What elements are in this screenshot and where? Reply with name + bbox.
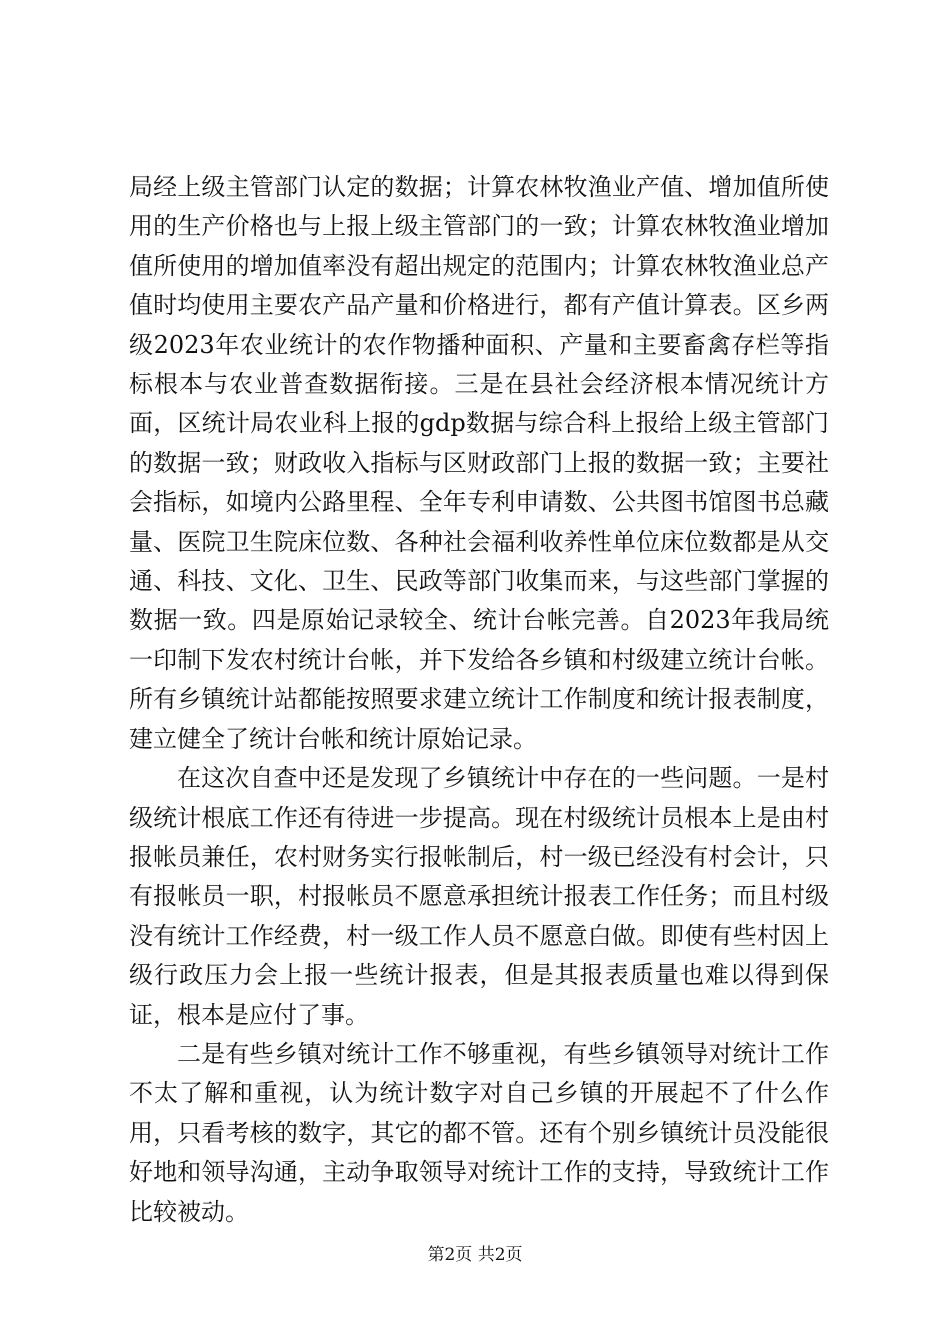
paragraph-2: 在这次自查中还是发现了乡镇统计中存在的一些问题。一是村级统计根底工作还有待进一步提高。现在村级统计员根本上是由村报帐员兼任，农村财务实行报帐制后，村一级已经没有村会计，只有报帐员一职，村报帐员不愿意承担统计报表工作任务；而且村级没有统计工作经费，村一级工作人员不愿意白做。即使有些村因上级行政压力会上报一些统计报表，但是其报表质量也难以得到保证，根本是应付了事。 bbox=[129, 764, 829, 1029]
document-body bbox=[129, 168, 829, 1232]
paragraph-1: 局经上级主管部门认定的数据；计算农林牧渔业产值、增加值所使用的生产价格也与上报上级主管部门的一致；计算农林牧渔业增加值所使用的增加值率没有超出规定的范围内；计算农林牧渔业总产值时均使用主要农产品产量和价格进行，都有产值计算表。区乡两级2023年农业统计的农作物播种面积、产量和主要畜禽存栏等指标根本与农业普查数据衔接。三是在县社会经济根本情况统计方面，区统计局农业科上报的gdp数据与综合科上报给上级主管部门的数据一致；财政收入指标与区财政部门上报的数据一致；主要社会指标，如境内公路里程、全年专利申请数、公共图书馆图书总藏量、医院卫生院床位数、各种社会福利收养性单位床位数都是从交通、科技、文化、卫生、民政等部门收集而来，与这些部门掌握的数据一致。四是原始记录较全、统计台帐完善。自2023年我局统一印制下发农村统计台帐，并下发给各乡镇和村级建立统计台帐。所有乡镇统计站都能按照要求建立统计工作制度和统计报表制度，建立健全了统计台帐和统计原始记录。 bbox=[129, 173, 829, 753]
page-number-footer: 第2页 共2页 bbox=[427, 1245, 523, 1265]
paragraph-3: 二是有些乡镇对统计工作不够重视，有些乡镇领导对统计工作不太了解和重视，认为统计数字对自己乡镇的开展起不了什么作用，只看考核的数字，其它的都不管。还有个别乡镇统计员没能很好地和领导沟通，主动争取领导对统计工作的支持，导致统计工作比较被动。 bbox=[129, 1039, 829, 1226]
